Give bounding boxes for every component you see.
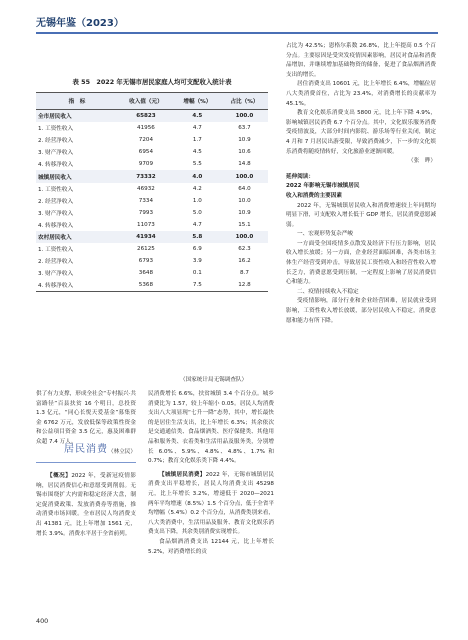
cell-share: 10.0 [238, 197, 251, 204]
row-label: 2. 经营净收入 [38, 198, 74, 205]
cell-income: 6954 [138, 149, 154, 156]
table-body [36, 110, 268, 292]
cell-income: 46932 [137, 185, 155, 192]
mid-para-3-text: 比上年增长 5.2%，对消费增长的贡 [148, 538, 274, 555]
cell-income: 6793 [138, 258, 154, 265]
cell-growth: 3.9 [192, 258, 202, 265]
row-label: 农村居民收入 [36, 231, 118, 243]
right-para-8: 受疫情影响，部分行业和企业经营困难，居民就业受到影响，工资性收入增长放缓，部分居民收入不稳定，消费意愿和能力有所下降。 [286, 298, 436, 324]
row-label: 1. 工资性收入 [38, 247, 74, 254]
income-table [36, 92, 268, 292]
cell-share: 15.1 [238, 221, 251, 228]
section-title: 居民消费 [64, 444, 108, 455]
cell-growth: 5.5 [192, 161, 202, 168]
table-row [36, 255, 268, 267]
col-header-indicator: 指 标 [36, 93, 118, 110]
table-row [36, 122, 268, 134]
cell-income: 11073 [137, 221, 155, 228]
cell-growth: 5.0 [192, 209, 202, 216]
cell-share: 63.7 [238, 125, 251, 132]
cell-income: 5368 [118, 279, 174, 292]
cell-share: 12.8 [221, 279, 268, 292]
urban-label: 【城镇居民消费】 [159, 471, 206, 478]
table-row [36, 231, 268, 243]
cell-growth: 4.7 [192, 221, 202, 228]
table-row [36, 183, 268, 195]
left-bottom-column-2 [36, 472, 136, 539]
left-para-1-source: （林立民） [108, 448, 136, 455]
page-header [36, 14, 438, 29]
table-row [36, 267, 268, 279]
table-header-row [36, 93, 268, 110]
cell-share: 14.8 [238, 161, 251, 168]
mid-para-3 [148, 538, 274, 557]
right-para-6: 一方面受全国疫情多点散发及经济下行压力影响，居民收入增长放缓；另一方面，企业经营面临困难，各类市场主体生产经营受到冲击，导致居民工资性收入和经营性收入增长乏力，消费意愿受到压制，一定程度上影响了居民消费信心和能力。 [286, 240, 436, 286]
cell-income: 26125 [137, 246, 155, 253]
row-label: 4. 转移净收入 [38, 222, 74, 229]
table-row [36, 207, 268, 219]
cell-income: 3648 [138, 270, 154, 277]
row-label: 3. 财产净收入 [38, 210, 74, 217]
cell-growth: 5.8 [174, 231, 221, 243]
row-label: 3. 财产净收入 [38, 271, 74, 278]
cell-share: 100.0 [221, 170, 268, 182]
header-title: 无锡年鉴（2023） [36, 18, 124, 29]
cell-growth: 4.0 [174, 170, 221, 182]
overview-label: 【概况】 [47, 473, 72, 479]
cell-income: 7334 [138, 197, 154, 204]
cell-income: 65823 [118, 110, 174, 123]
right-para-3-source: （张 晔） [408, 158, 436, 165]
cell-growth: 4.5 [174, 110, 221, 123]
table-row [36, 134, 268, 146]
table-source: （国家统计局无锡调查队） [180, 377, 248, 383]
row-label: 4. 转移净收入 [36, 279, 118, 292]
table-row [36, 110, 268, 123]
right-para-2: 居住消费支出 10601 元，比上年增长 6.4%，增幅位居八大类消费首位，占比为 23.4%，对消费增长的贡献率为 45.1%。 [286, 81, 436, 107]
cell-income: 9709 [138, 161, 154, 168]
row-label: 1. 工资性收入 [38, 126, 74, 133]
cell-income: 41934 [118, 231, 174, 243]
cell-growth: 4.5 [192, 149, 202, 156]
row-label: 城镇居民收入 [36, 170, 118, 182]
row-label: 4. 转移净收入 [38, 162, 74, 169]
right-para-4: 2022 年，无锡城镇居民收入和消费增速较上年同期均明显下滑，可支配收入增长低于 GDP 增长，居民消费意愿减弱。 [286, 202, 436, 228]
right-para-5: 一、宏观形势复杂严峻 [297, 231, 353, 238]
cell-income: 7204 [138, 137, 154, 144]
cell-share: 100.0 [221, 110, 268, 123]
table-row [36, 170, 268, 182]
col-header-growth: 增幅（%） [174, 93, 221, 110]
row-label: 2. 经营净收入 [38, 259, 74, 266]
cell-income: 73332 [118, 170, 174, 182]
cell-share: 62.3 [238, 246, 251, 253]
left-para-2 [36, 472, 136, 539]
food-label: 食品烟酒消费支出 12144 元， [159, 538, 244, 545]
table-row [36, 243, 268, 255]
table-caption: 表 55 2022 年无锡市居民家庭人均可支配收入统计表 [72, 78, 232, 86]
cell-share: 100.0 [221, 231, 268, 243]
mid-para-1: 民消费增长 6.6%，扶贫城镇 3.4 个百分点。城乡消费比为 1.57，较上年缩小 0.05。居民人均消费支出八大项显现“七升一降”态势，其中，增长最快的是居住生活支出，比上年增长 6.3%；其余依次是交通通信类、食品烟酒类、医疗保健类、其他用品和服务类、衣着类和生活用品及服务类，分别增长 6.0%、5.9%、4.8%、4.8%、1.7% 和 0.7%；教育文化娱乐类下降 4.4%。 [148, 391, 274, 465]
cell-growth: 4.2 [192, 185, 202, 192]
row-label: 全市居民收入 [36, 110, 118, 123]
page-number: 400 [36, 617, 49, 625]
middle-column [148, 390, 274, 557]
cell-income: 41956 [137, 125, 155, 132]
cell-growth: 0.1 [192, 270, 202, 277]
cell-share: 10.6 [238, 149, 251, 156]
cell-growth: 1.0 [192, 197, 202, 204]
header-rule [36, 32, 438, 34]
row-label: 3. 财产净收入 [38, 150, 74, 157]
extended-reading-title-1: 2022 年影响无锡市城镇居民 [286, 183, 360, 190]
col-header-income: 收入值（元） [118, 93, 174, 110]
right-para-3: 教育文化娱乐消费支出 5800 元，比上年下降 4.9%，影响城镇居民消费 6.7 个百分点。其中，文化娱乐服务消费受疫情波及，大部分时间内影院、游乐场等行业关闭，制定 4 月和 7 月居民出游受限，导致消费减少，下一步的文化娱乐消费将随疫情转好，文化旅游业逐渐回暖。 [286, 110, 436, 155]
right-para-1: 占比为 42.5%；恩格尔系数 26.8%，比上年提高 0.5 个百分点。主要原因是受突发疫情因素影响，居民对食品和消费品增加，并继续增加基础物资的储备，促进了食品烟酒消费支出的增长。 [286, 43, 436, 78]
cell-growth: 6.9 [192, 246, 202, 253]
cell-growth: 1.7 [192, 137, 202, 144]
right-column [286, 42, 436, 326]
left-para-2-text: 2022 年，受新冠疫情影响，居民消费信心和意愿受到削弱。无锡市围绕扩大内需和稳定经济大盘，制定促消费政策、发放消费券等措施，推动消费市场回暖。全市居民人均消费支出 41381 元，比上年增加 1561 元，增长 3.9%。消费水平居于全省前列。 [36, 473, 136, 537]
table-row [36, 146, 268, 158]
cell-growth: 7.5 [174, 279, 221, 292]
cell-share: 10.9 [238, 137, 251, 144]
right-para-7: 二、疫情持续收入不稳定 [297, 288, 359, 295]
cell-share: 8.7 [240, 270, 249, 277]
table-row [36, 219, 268, 231]
cell-share: 16.2 [238, 258, 251, 265]
cell-share: 10.9 [238, 209, 251, 216]
cell-income: 7993 [138, 209, 154, 216]
col-header-share: 占比（%） [221, 93, 268, 110]
extended-reading-label: 延伸阅读： [286, 173, 314, 180]
row-label: 2. 经营净收入 [38, 138, 74, 145]
extended-reading-title-2: 收入和消费的主要因素 [286, 192, 342, 199]
cell-growth: 4.7 [192, 125, 202, 132]
mid-para-2 [148, 471, 274, 538]
section-rule [36, 462, 136, 463]
row-label: 1. 工资性收入 [38, 186, 74, 193]
cell-share: 64.0 [238, 185, 251, 192]
left-para-1: 供了有力支撑，形成全社会“专村振兴·共富路径”百县扶贫 16 个明日，总投资 1.3 亿元，“同心长悦天爱基金”募集资金 6762 万元，发放低保等政策性资金和公益项目资金 3.5 亿元，惠及困难群众超 7.4 万人。 [36, 391, 136, 445]
mid-para-2-text: 2022 年，无锡市城镇居民消费支出平稳增长，居民人均消费支出 45298 元，比上年增长 3.2%，增速低于 2020—2021 两年平均增速（8.5%）1.5 个百分点，低于全省平均增幅（5.4%）0.2 个百分点，从消费类别来看，八大类消费中，生活用品及服务、教育文化娱乐消费支出下降，其余类别消费实现增长。 [148, 471, 274, 536]
table-row [36, 195, 268, 207]
table-row [36, 158, 268, 170]
table-row [36, 279, 268, 292]
